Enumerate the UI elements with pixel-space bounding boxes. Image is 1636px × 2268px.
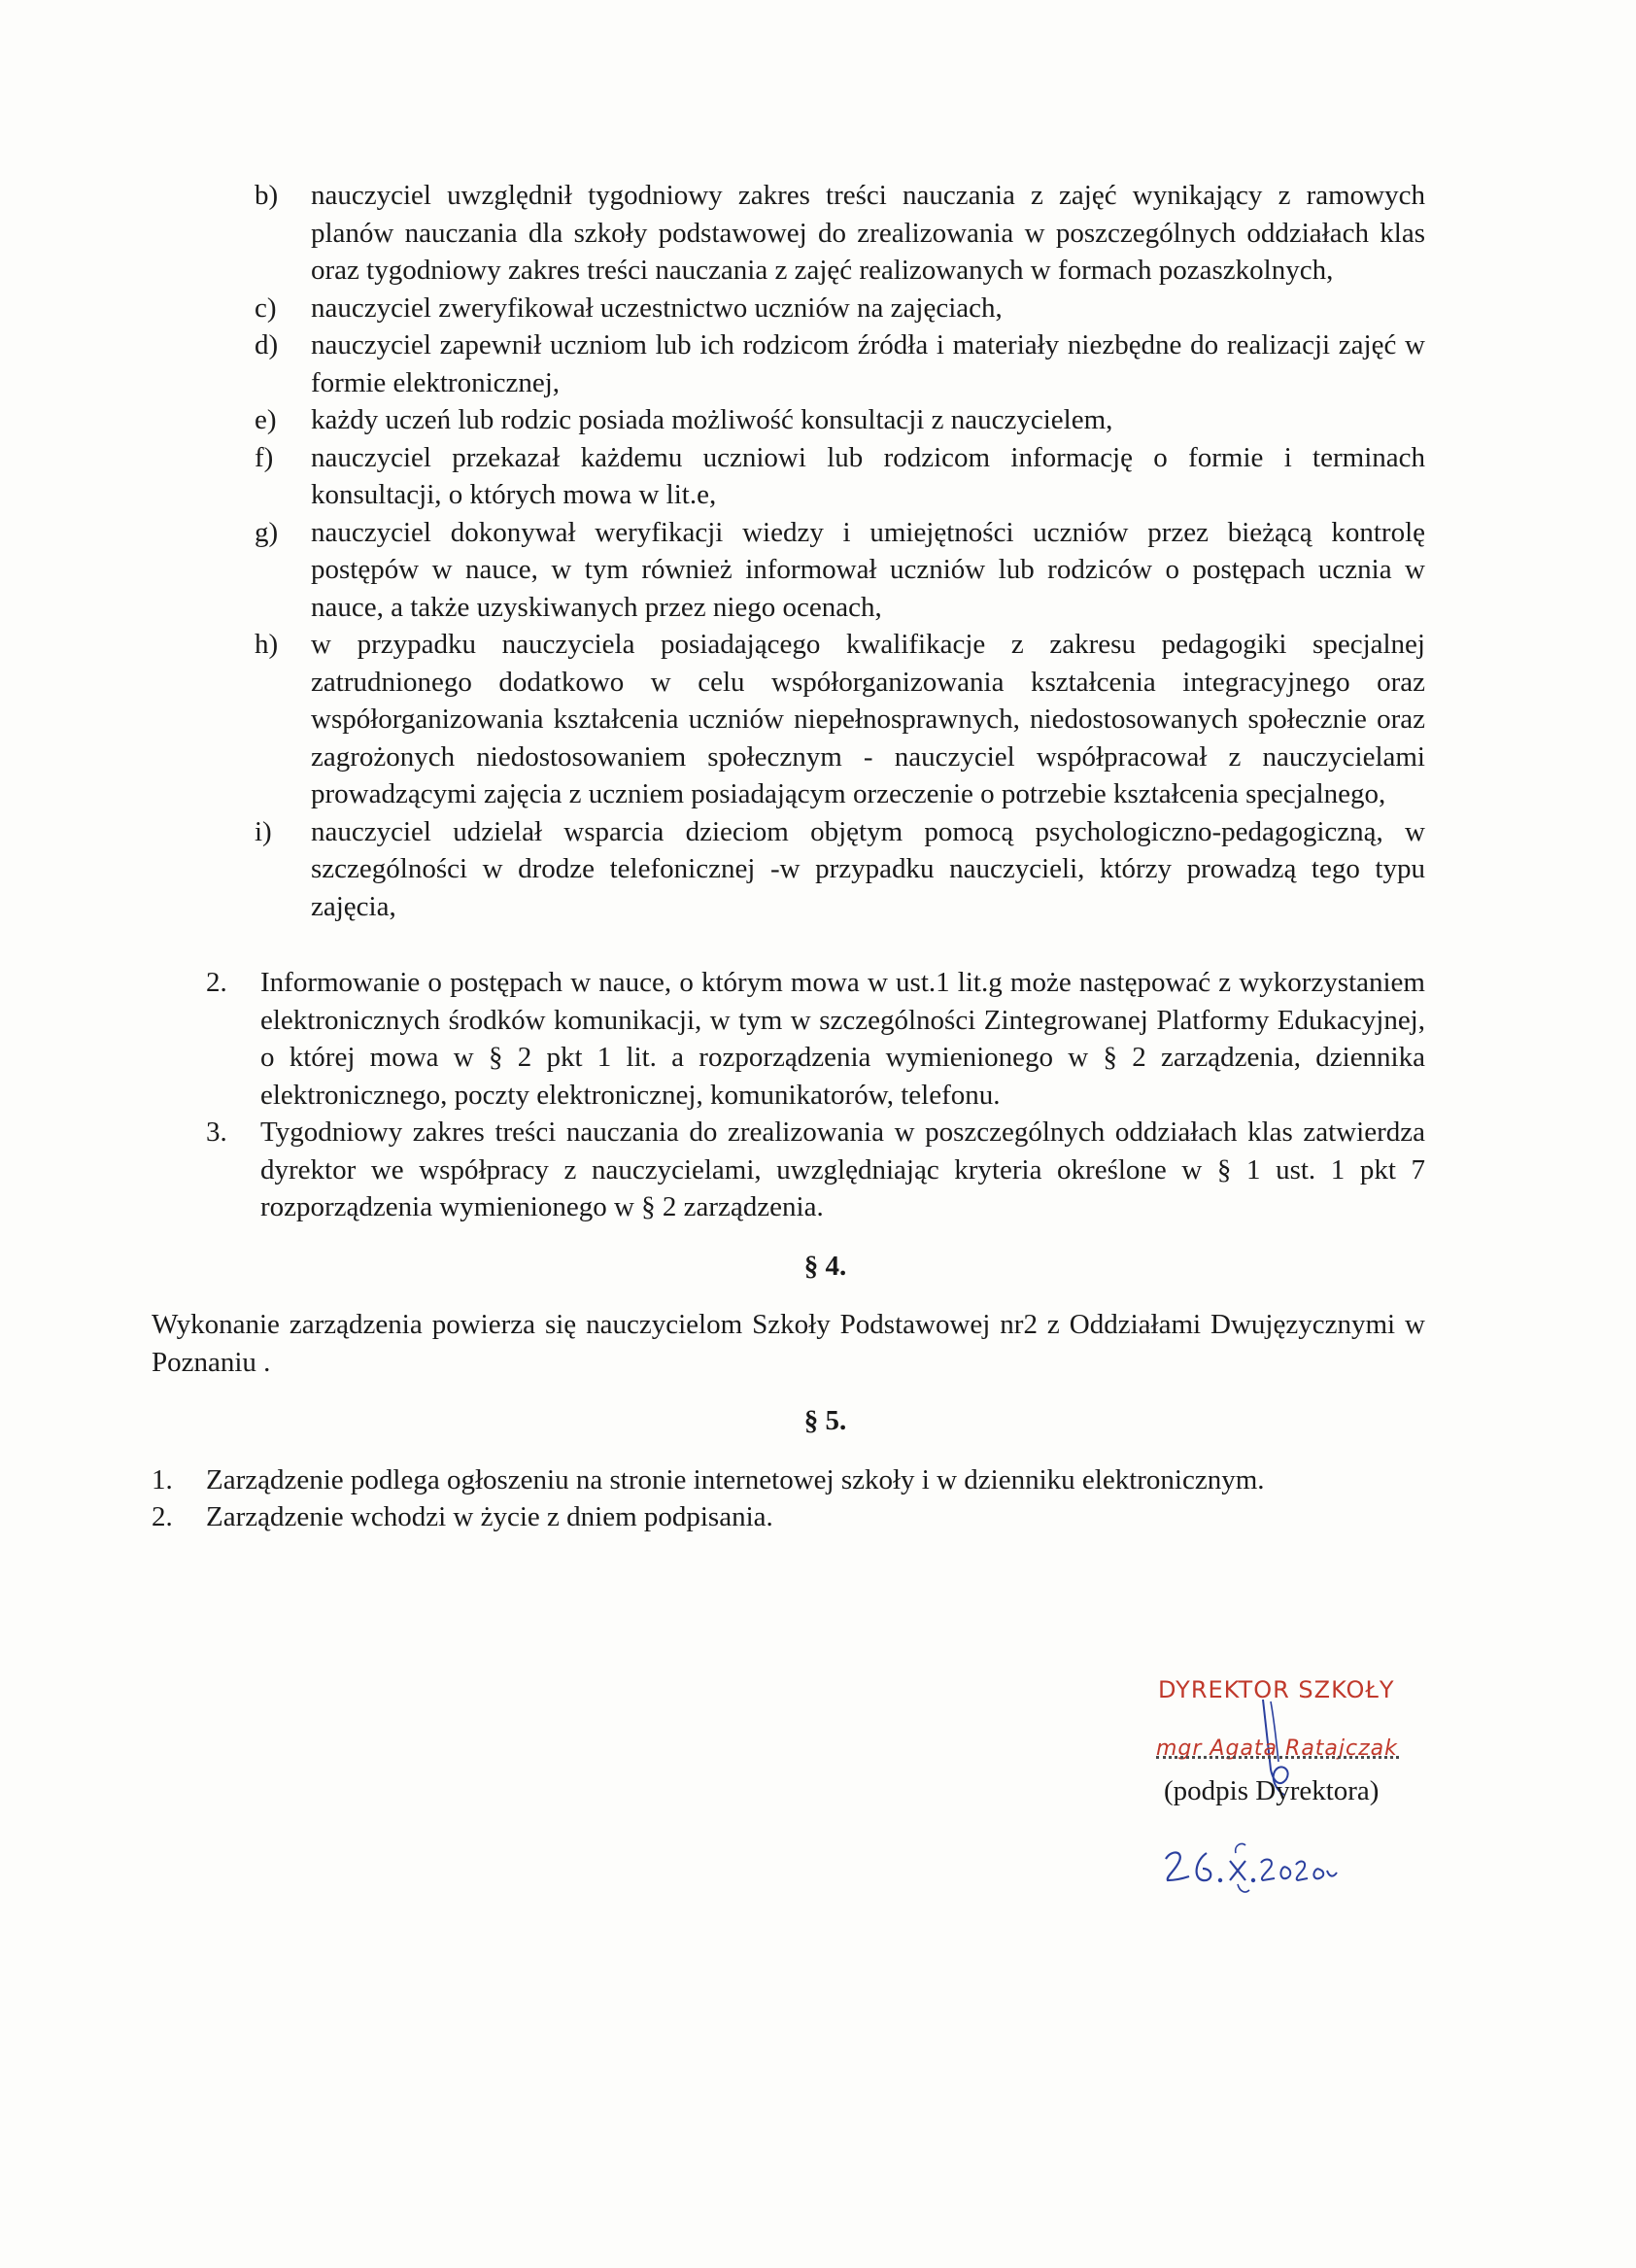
list-item	[206, 439, 1425, 514]
point-text: Zarządzenie wchodzi w życie z dniem podpisania.	[206, 1501, 773, 1532]
section3-sublist	[206, 177, 1425, 925]
spacer	[206, 1226, 1425, 1248]
section5-points	[152, 1461, 1425, 1536]
signature-caption: (podpis Dyrektora)	[1164, 1775, 1380, 1806]
stamp-name: mgr Agata Ratajczak	[1156, 1736, 1398, 1761]
numbered-point	[152, 1498, 1425, 1536]
item-text: nauczyciel uwzględnił tygodniowy zakres treści nauczania z zajęć wynikający z ramowych planów nauczania dla szkoły podstawowej do zrealizowania w poszczególnych oddziałach klas oraz tygodniowy zakres treści nauczania z zajęć realizowanych w formach pozaszkolnych,	[311, 180, 1425, 286]
signature-block	[1127, 1676, 1438, 1909]
point-text: Informowanie o postępach w nauce, o którym mowa w ust.1 lit.g może następować z wykorzystaniem elektronicznych środków komunikacji, w tym w szczególności Zintegrowanej Platformy Edukacyjnej, o której mowa w § 2 pkt 1 lit. a rozporządzenia wymienionego w § 2 zarządzenia, dziennika elektronicznego, poczty elektronicznej, komunikatorów, telefonu.	[260, 967, 1425, 1111]
numbered-point	[152, 1461, 1425, 1499]
list-item	[206, 326, 1425, 401]
signature-dotted-line	[1156, 1756, 1399, 1759]
item-text: nauczyciel dokonywał weryfikacji wiedzy i umiejętności uczniów przez bieżącą kontrolę postępów w nauce, w tym również informował uczniów lub rodziców o postępach ucznia w nauce, a także uzyskiwanych przez niego ocenach,	[311, 516, 1425, 623]
list-item	[206, 813, 1425, 926]
numbered-point	[206, 1114, 1425, 1226]
handwritten-date	[1156, 1832, 1341, 1900]
item-text: nauczyciel zapewnił uczniom lub ich rodzicom źródła i materiały niezbędne do realizacji zajęć w formie elektronicznej,	[311, 329, 1425, 398]
point-number: 3.	[206, 1117, 227, 1148]
list-item	[206, 514, 1425, 627]
stamp-title: DYREKTOR SZKOŁY	[1158, 1676, 1395, 1703]
point-text: Tygodniowy zakres treści nauczania do zrealizowania w poszczególnych oddziałach klas zatwierdza dyrektor we współpracy z nauczycielami, uwzględniając kryteria określone w § 1 ust. 1 pkt 7 rozporządzenia wymienionego w § 2 zarządzenia.	[260, 1117, 1425, 1222]
item-mark: i)	[255, 815, 272, 847]
point-number: 2.	[206, 967, 227, 998]
spacer	[206, 1440, 1425, 1461]
document-body	[152, 177, 1425, 1536]
section3-points	[206, 964, 1425, 1226]
numbered-point	[206, 964, 1425, 1114]
section4-text: Wykonanie zarządzenia powierza się nauczycielom Szkoły Podstawowej nr2 z Oddziałami Dwujęzycznymi w Poznaniu .	[152, 1309, 1425, 1378]
item-text: nauczyciel przekazał każdemu uczniowi lub rodzicom informację o formie i terminach konsultacji, o których mowa w lit.e,	[311, 441, 1425, 510]
item-text: nauczyciel zweryfikował uczestnictwo uczniów na zajęciach,	[311, 292, 1003, 324]
item-mark: g)	[255, 516, 279, 548]
section-heading: § 5.	[803, 1405, 847, 1436]
list-item	[206, 626, 1425, 813]
item-mark: d)	[255, 329, 279, 361]
item-mark: e)	[255, 404, 277, 435]
spacer	[206, 1381, 1425, 1402]
point-number: 1.	[152, 1463, 173, 1495]
item-mark: c)	[255, 292, 277, 324]
list-item	[206, 177, 1425, 290]
list-item	[206, 401, 1425, 439]
section-heading: § 4.	[803, 1250, 847, 1282]
item-text: każdy uczeń lub rodzic posiada możliwość konsultacji z nauczycielem,	[311, 404, 1113, 435]
spacer	[206, 925, 1425, 964]
item-mark: f)	[255, 441, 274, 473]
item-mark: b)	[255, 180, 279, 211]
item-text: w przypadku nauczyciela posiadającego kwalifikacje z zakresu pedagogiki specjalnej zatrudnionego dodatkowo w celu współorganizowania kształcenia integracyjnego oraz współorganizowania kształcenia uczniów niepełnosprawnych, niedostosowanych społecznie oraz zagrożonych niedostosowaniem społecznym - nauczyciel współpracował z nauczycielami prowadzącymi zajęcia z uczniem posiadającym orzeczenie o potrzebie kształcenia specjalnego,	[311, 629, 1425, 809]
spacer	[206, 1285, 1425, 1306]
item-mark: h)	[255, 629, 279, 660]
item-text: nauczyciel udzielał wsparcia dzieciom objętym pomocą psychologiczno-pedagogiczną, w szczególności w drodze telefonicznej -w przypadku nauczycieli, którzy prowadzą tego typu zajęcia,	[311, 815, 1425, 922]
list-item	[206, 290, 1425, 327]
point-number: 2.	[152, 1501, 173, 1532]
point-text: Zarządzenie podlega ogłoszeniu na stronie internetowej szkoły i w dzienniku elektronicznym.	[206, 1463, 1265, 1495]
